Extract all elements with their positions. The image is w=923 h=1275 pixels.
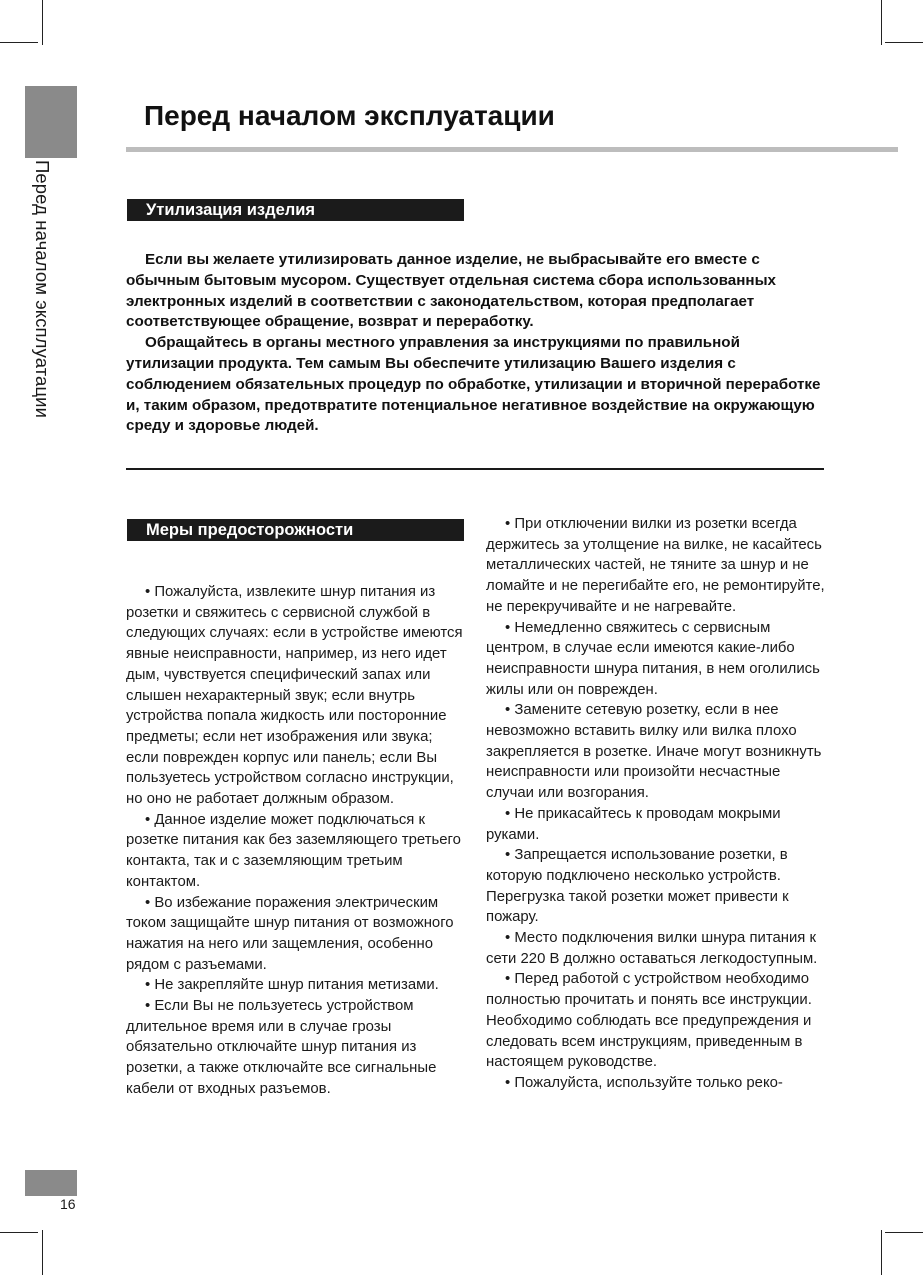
crop-mark [885,1232,923,1233]
page-number-marker [25,1170,77,1196]
list-item: • Не прикасайтесь к проводам мокрыми руками. [486,805,781,843]
side-tab-marker [25,86,77,158]
crop-mark [42,1230,43,1275]
crop-mark [885,42,923,43]
list-item: • Не закрепляйте шнур питания метизами. [145,977,439,994]
list-item: • Пожалуйста, извлеките шнур питания из розетки и свяжитесь с сервисной службой в следующих случаях: если в устройстве имеются явные неисправности, например, из него идет дым, чувствуется специфический запах или слышен нехарактерный звук; если внутрь устройства попала жидкость или посторонние предметы; если нет изображения или звука; если поврежден корпус или панель; если Вы пользуетесь устройством согласно инструкции, но оно не работает должным образом. [126,584,463,808]
list-item: • Данное изделие может подключаться к розетке питания как без заземляющего третьего контакта, так и с заземляющим третьим контактом. [126,811,461,890]
crop-mark [42,0,43,45]
title-rule [126,147,898,152]
list-item: • Если Вы не пользуетесь устройством длительное время или в случае грозы обязательно отключайте шнур питания из розетки, а также отключайте все сигнальные кабели от входных разъемов. [126,998,437,1097]
list-item: • Замените сетевую розетку, если в нее невозможно вставить вилку или вилка плохо закрепляется в розетке. Иначе могут возникнуть неисправности или произойти несчастные случаи или возгорания. [486,702,822,802]
list-item: • Перед работой с устройством необходимо полностью прочитать и понять все инструкции. Необходимо соблюдать все предупреждения и следовать всем инструкциям, приведенным в настоящем руководстве. [486,971,812,1071]
list-item: • Во избежание поражения электрическим током защищайте шнур питания от возможного нажатия на него или защемления, особенно рядом с разъемами. [126,894,454,973]
list-item: • При отключении вилки из розетки всегда держитесь за утолщение на вилке, не касайтесь металлических частей, не тяните за шнур и не ломайте и не перегибайте его, не ремонтируйте, не перекручивайте и не нагревайте. [486,516,825,615]
crop-mark [0,1232,38,1233]
disposal-heading: Утилизация изделия [127,199,464,221]
page-number: 16 [60,1196,76,1212]
precautions-right-column [486,514,826,1094]
list-item: • Немедленно свяжитесь с сервисным центром, в случае если имеются какие-либо неисправности шнура питания, в нем оголились жилы или он поврежден. [486,619,820,698]
page-title: Перед началом эксплуатации [144,100,555,131]
section-divider [126,468,824,470]
precautions-heading: Меры предосторожности [127,519,464,541]
list-item: • Запрещается использование розетки, в которую подключено несколько устройств. Перегрузка такой розетки может привести к пожару. [486,847,789,926]
paragraph: Обращайтесь в органы местного управления за инструкциями по правильной утилизации продукта. Тем самым Вы обеспечите утилизацию Вашего изделия с соблюдением обязательных процедур по обработке, утилизации и вторичной переработке и, таким образом, предотвратите потенциальное негативное воздействие на окружающую среду и здоровье людей. [126,334,821,435]
side-tab-label: Перед началом эксплуатации [32,160,53,419]
paragraph: Если вы желаете утилизировать данное изделие, не выбрасывайте его вместе с обычным бытовым мусором. Существует отдельная система сбора использованных электронных изделий в соответствии с законодательством, которая предполагает соответствующее обращение, возврат и переработку. [126,251,776,331]
list-item: • Пожалуйста, используйте только реко- [505,1074,783,1091]
crop-mark [0,42,38,43]
crop-mark [881,1230,882,1275]
crop-mark [881,0,882,45]
disposal-text [126,250,826,437]
precautions-left-column [126,582,466,1100]
list-item: • Место подключения вилки шнура питания к сети 220 В должно оставаться легкодоступным. [486,930,818,967]
